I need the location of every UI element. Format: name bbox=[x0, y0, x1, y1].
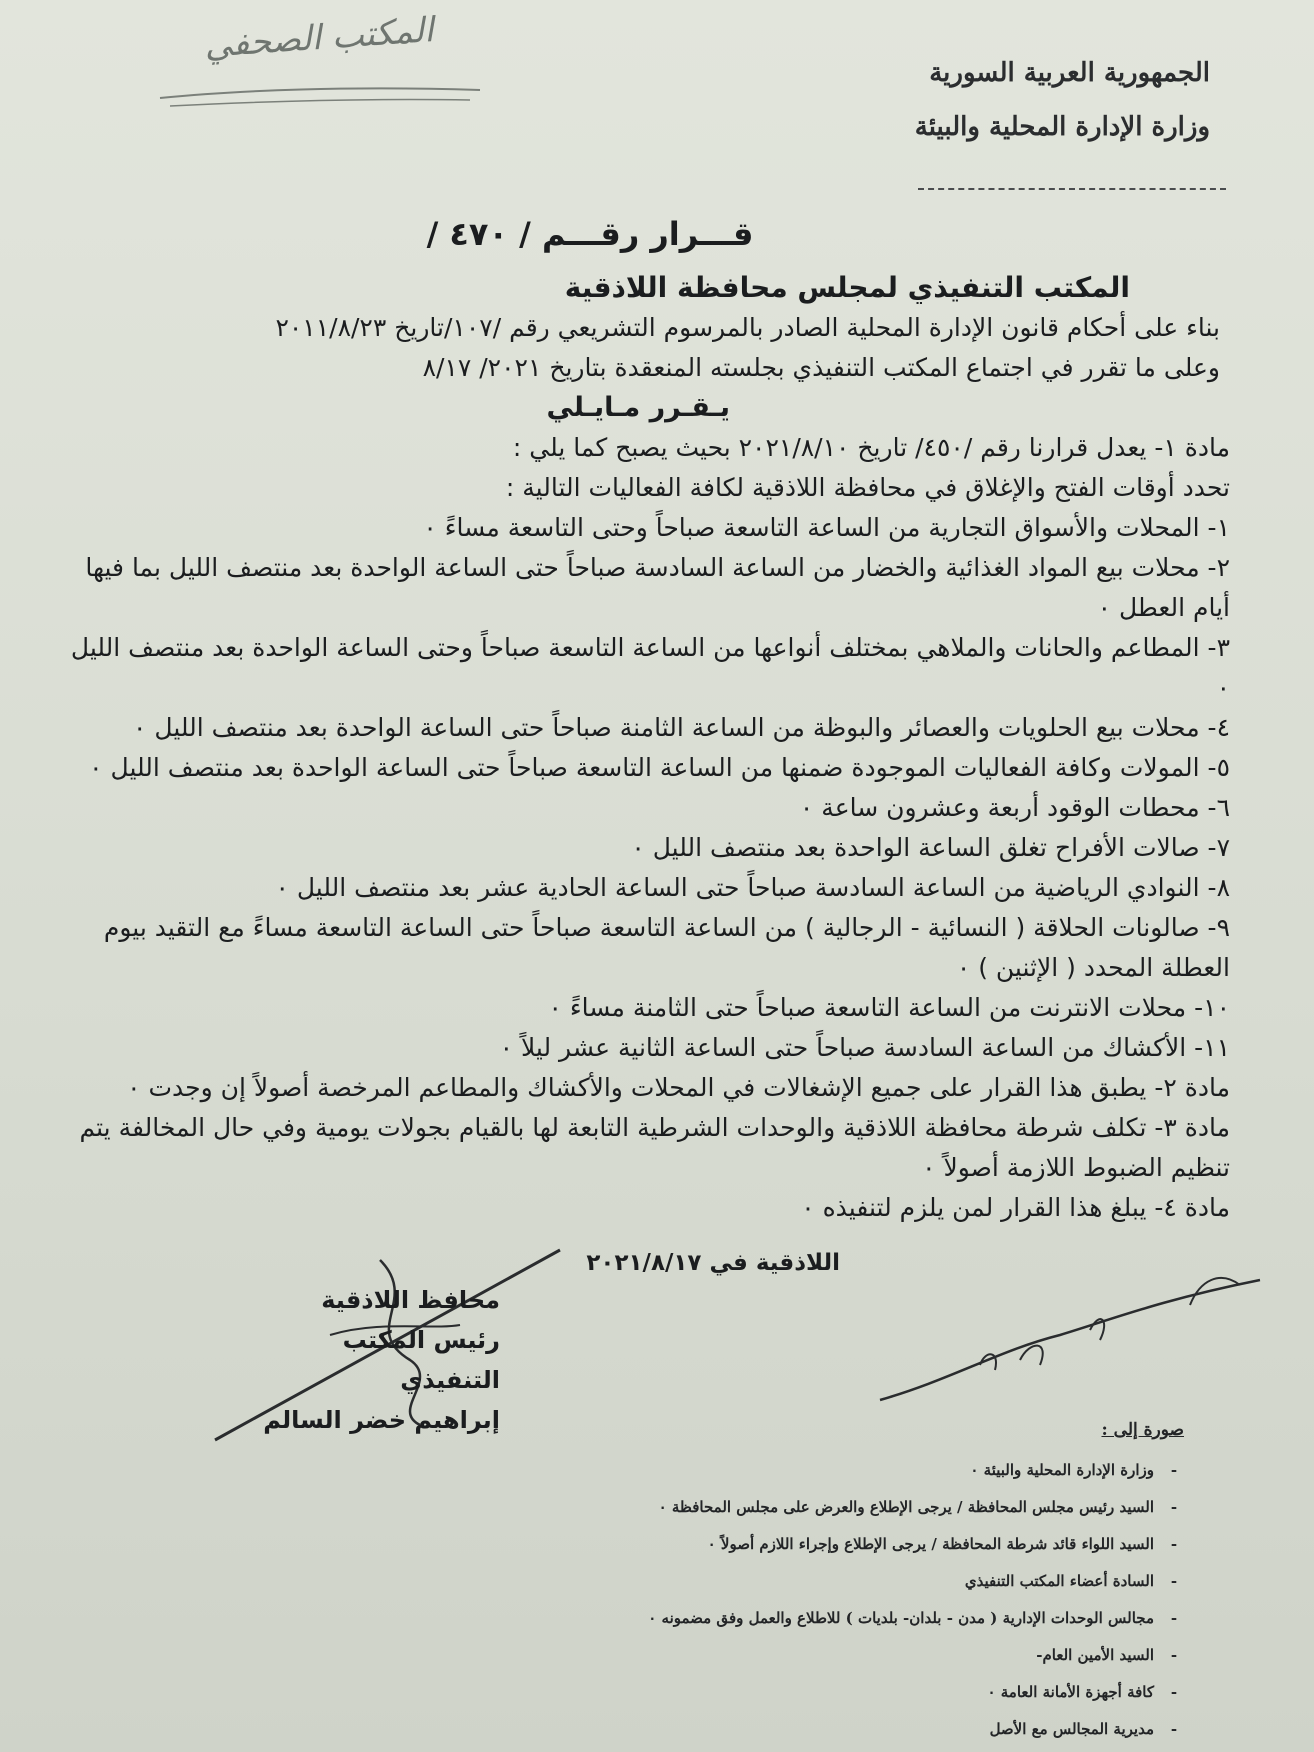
signatory-role: رئيس المكتب التنفيذي bbox=[342, 1326, 500, 1394]
cc-item-text: السيد رئيس مجلس المحافظة / يرجى الإطلاع والعرض على مجلس المحافظة ٠ bbox=[658, 1498, 1154, 1516]
list-item: -كافة أجهزة الأمانة العامة ٠ bbox=[987, 1683, 1178, 1701]
intro-line-2: وعلى ما تقرر في اجتماع المكتب التنفيذي بجلسته المنعقدة بتاريخ ٢٠٢١/ ٨/١٧ bbox=[422, 353, 1220, 382]
signatory-block bbox=[240, 1280, 500, 1440]
issuing-body-heading: المكتب التنفيذي لمجلس محافظة اللاذقية bbox=[564, 271, 1130, 304]
cc-item-text: وزارة الإدارة المحلية والبيئة ٠ bbox=[970, 1461, 1154, 1479]
article-2: مادة ٢- يطبق هذا القرار على جميع الإشغالات في المحلات والأكشاك والمطاعم المرخصة أصولاً إن وجدت ٠ bbox=[127, 1073, 1230, 1102]
cc-item-text: السادة أعضاء المكتب التنفيذي bbox=[964, 1572, 1154, 1590]
cc-item-text: كافة أجهزة الأمانة العامة ٠ bbox=[987, 1683, 1154, 1701]
article-1-sub: تحدد أوقات الفتح والإغلاق في محافظة اللاذقية لكافة الفعاليات التالية : bbox=[505, 473, 1230, 502]
list-item: ٥- المولات وكافة الفعاليات الموجودة ضمنها من الساعة التاسعة صباحاً حتى الساعة الواحدة بعد منتصف الليل ٠ bbox=[89, 753, 1230, 782]
signatory-name: إبراهيم خضر السالم bbox=[263, 1406, 500, 1434]
letterhead-divider bbox=[918, 188, 1226, 190]
list-item: ٤- محلات بيع الحلويات والعصائر والبوظة من الساعة الثامنة صباحاً حتى الساعة الواحدة بعد منتصف الليل ٠ bbox=[133, 713, 1230, 742]
list-item: -مجالس الوحدات الإدارية ( مدن - بلدان- بلديات ) للاطلاع والعمل وفق مضمونه ٠ bbox=[648, 1609, 1178, 1627]
list-item: ٦- محطات الوقود أربعة وعشرون ساعة ٠ bbox=[799, 793, 1230, 822]
decision-number: قـــرار رقـــم / ٤٧٠ / bbox=[426, 215, 754, 253]
article-1: مادة ١- يعدل قرارنا رقم /٤٥٠/ تاريخ ٢٠٢١/٨/١٠ بحيث يصبح كما يلي : bbox=[512, 433, 1230, 462]
list-item: ٢- محلات بيع المواد الغذائية والخضار من الساعة السادسة صباحاً حتى الساعة الواحدة بعد منتصف الليل بما فيها أيام العطل ٠ bbox=[85, 553, 1230, 622]
letterhead-republic: الجمهورية العربية السورية bbox=[929, 58, 1210, 88]
list-item: -السيد رئيس مجلس المحافظة / يرجى الإطلاع والعرض على مجلس المحافظة ٠ bbox=[658, 1498, 1178, 1516]
copies-to-title: صورة إلى : bbox=[1101, 1420, 1184, 1440]
list-item: -السادة أعضاء المكتب التنفيذي bbox=[964, 1572, 1178, 1590]
letterhead bbox=[790, 58, 1210, 166]
letterhead-ministry: وزارة الإدارة المحلية والبيئة bbox=[914, 112, 1210, 142]
list-item: ٧- صالات الأفراح تغلق الساعة الواحدة بعد منتصف الليل ٠ bbox=[631, 833, 1230, 862]
cc-item-text: مديرية المجالس مع الأصل bbox=[989, 1720, 1154, 1738]
list-item: -مديرية المجالس مع الأصل bbox=[989, 1720, 1178, 1738]
decides-heading: يـقـرر مـايـلي bbox=[546, 392, 730, 423]
intro-line-1: بناء على أحكام قانون الإدارة المحلية الصادر بالمرسوم التشريعي رقم /١٠٧/تاريخ ٢٠١١/٨/٢٣ bbox=[275, 313, 1220, 342]
handwritten-note: المكتب الصحفي bbox=[203, 10, 435, 66]
list-item: ٣- المطاعم والحانات والملاهي بمختلف أنواعها من الساعة التاسعة صباحاً وحتى الساعة الواحدة بعد منتصف الليل ٠ bbox=[70, 633, 1230, 702]
cc-item-text: السيد الأمين العام- bbox=[1036, 1646, 1154, 1664]
list-item: -وزارة الإدارة المحلية والبيئة ٠ bbox=[970, 1461, 1178, 1479]
signatory-title: محافظ اللاذقية bbox=[321, 1286, 500, 1314]
list-item: ١٠- محلات الانترنت من الساعة التاسعة صباحاً حتى الثامنة مساءً ٠ bbox=[548, 993, 1230, 1022]
list-item: ١١- الأكشاك من الساعة السادسة صباحاً حتى الساعة الثانية عشر ليلاً ٠ bbox=[499, 1033, 1230, 1062]
cc-item-text: السيد اللواء قائد شرطة المحافظة / يرجى الإطلاع وإجراء اللازم أصولاً ٠ bbox=[707, 1535, 1154, 1553]
list-item: ٩- صالونات الحلاقة ( النسائية - الرجالية ) من الساعة التاسعة صباحاً حتى الساعة التاسعة مساءً مع التقيد بيوم العطلة المحدد ( الإثنين ) ٠ bbox=[103, 913, 1230, 982]
article-3: مادة ٣- تكلف شرطة محافظة اللاذقية والوحدات الشرطية التابعة لها بالقيام بجولات يومية وفي حال المخالفة يتم تنظيم الضبوط اللازمة أصولاً ٠ bbox=[79, 1113, 1230, 1182]
list-item: ٨- النوادي الرياضية من الساعة السادسة صباحاً حتى الساعة الحادية عشر بعد منتصف الليل ٠ bbox=[275, 873, 1230, 902]
list-item: ١- المحلات والأسواق التجارية من الساعة التاسعة صباحاً وحتى التاسعة مساءً ٠ bbox=[423, 513, 1230, 542]
list-item: -السيد اللواء قائد شرطة المحافظة / يرجى الإطلاع وإجراء اللازم أصولاً ٠ bbox=[707, 1535, 1178, 1553]
signature-date: اللاذقية في ٢٠٢١/٨/١٧ bbox=[586, 1250, 840, 1276]
decision-body bbox=[60, 268, 1230, 1228]
cc-item-text: مجالس الوحدات الإدارية ( مدن - بلدان- بلديات ) للاطلاع والعمل وفق مضمونه ٠ bbox=[648, 1609, 1154, 1627]
article-4: مادة ٤- يبلغ هذا القرار لمن يلزم لتنفيذه ٠ bbox=[801, 1193, 1230, 1222]
copies-to bbox=[214, 1420, 1194, 1748]
list-item: -السيد الأمين العام- bbox=[1036, 1646, 1178, 1664]
